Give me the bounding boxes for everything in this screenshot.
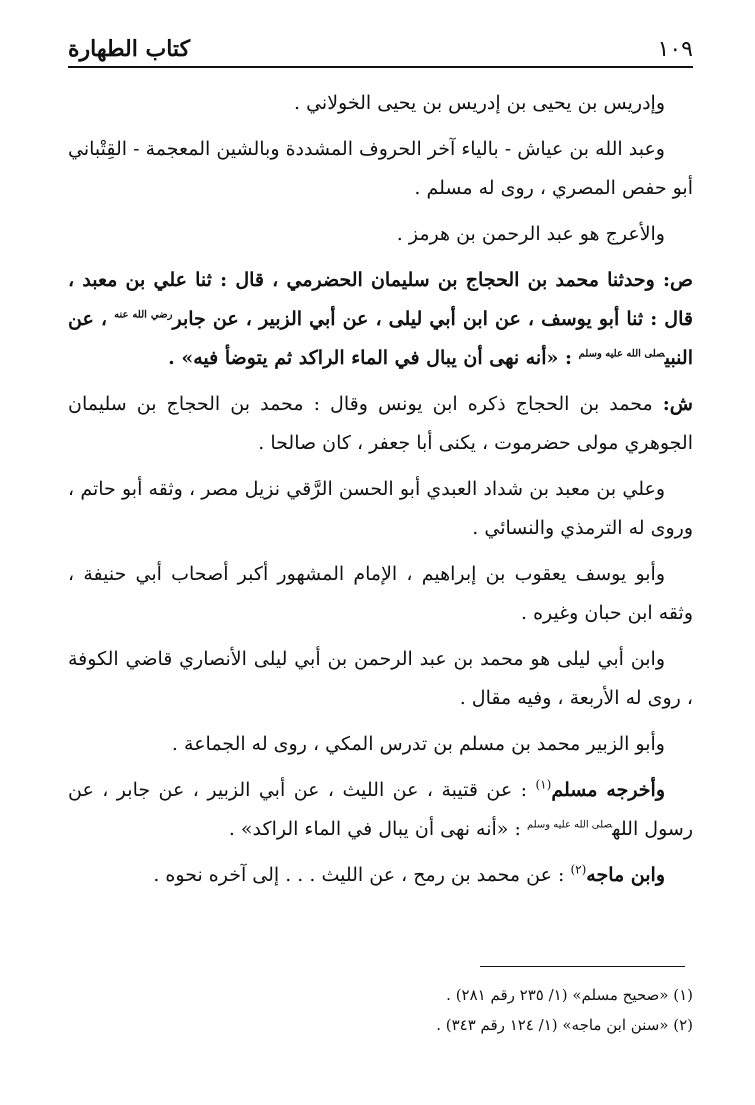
sad-marker: ص:	[663, 269, 693, 291]
paragraph: وابن أبي ليلى هو محمد بن عبد الرحمن بن أبي ليلى الأنصاري قاضي الكوفة ، روى له الأربعة ، وفيه مقال .	[68, 648, 693, 709]
paragraph: وأخرجه مسلم$^{(١)}$ : عن قتيبة ، عن الليث ، عن أبي الزبير ، عن جابر ، عن رسول الله$^{صلى الله عليه وسلم}$ : «أنه نهى أن يبال في الماء الراكد» .	[68, 777, 693, 840]
source-lead: وأخرجه مسلم	[551, 779, 666, 801]
footnote: (٢) «سنن ابن ماجه» (١/ ١٢٤ رقم ٣٤٣) .	[436, 1016, 693, 1034]
footnote-ref[interactable]: (١)	[535, 777, 552, 792]
chapter-title: كتاب الطهارة	[68, 36, 191, 62]
honorific-salla: صلى الله عليه وسلم	[578, 348, 665, 360]
commentary-paragraph: ش: محمد بن الحجاج ذكره ابن يونس وقال : محمد بن الحجاج بن سليمان الجوهري مولى حضرموت ، يكنى أبا جعفر ، كان صالحا .	[68, 393, 693, 454]
paragraph: وإدريس بن يحيى بن إدريس بن يحيى الخولاني .	[294, 92, 665, 114]
footnote-divider	[480, 966, 685, 967]
page-header	[68, 28, 693, 68]
paragraph: وعبد الله بن عياش - بالياء آخر الحروف المشددة وبالشين المعجمة - القِتْباني أبو حفص المصري ، روى له مسلم .	[68, 138, 693, 199]
paragraph: وعلي بن معبد بن شداد العبدي أبو الحسن الرَّقي نزيل مصر ، وثقه أبو حاتم ، وروى له الترمذي والنسائي .	[68, 478, 693, 539]
footnote-ref[interactable]: (٢)	[570, 862, 587, 877]
footnotes	[68, 980, 693, 1040]
honorific-salla: صلى الله عليه وسلم	[526, 819, 613, 831]
page-number: ١٠٩	[657, 37, 693, 62]
paragraph: وأبو يوسف يعقوب بن إبراهيم ، الإمام المشهور أكبر أصحاب أبي حنيفة ، وثقه ابن حبان وغيره .	[68, 563, 693, 624]
paragraph: وابن ماجه$^{(٢)}$ : عن محمد بن رمح ، عن الليث . . . إلى آخره نحوه .	[153, 862, 665, 886]
paragraph: وأبو الزبير محمد بن مسلم بن تدرس المكي ، روى له الجماعة .	[171, 733, 665, 755]
honorific-radi: رضي الله عنه	[114, 309, 173, 321]
footnote: (١) «صحيح مسلم» (١/ ٢٣٥ رقم ٢٨١) .	[446, 986, 693, 1004]
page-body	[68, 84, 693, 902]
hadith-text: ص: وحدثنا محمد بن الحجاج بن سليمان الحضرمي ، قال : ثنا علي بن معبد ، قال : ثنا أبو يوسف ، عن ابن أبي ليلى ، عن أبي الزبير ، عن جابر$^{رضي الله عنه}$ ، عن النبي$^{صلى الله عليه وسلم}$ : «أنه نهى أن يبال في الماء الراكد ثم يتوضأ فيه» .	[68, 269, 693, 369]
paragraph: والأعرج هو عبد الرحمن بن هرمز .	[396, 223, 665, 245]
source-lead: وابن ماجه	[586, 864, 665, 886]
shin-marker: ش:	[662, 393, 693, 415]
